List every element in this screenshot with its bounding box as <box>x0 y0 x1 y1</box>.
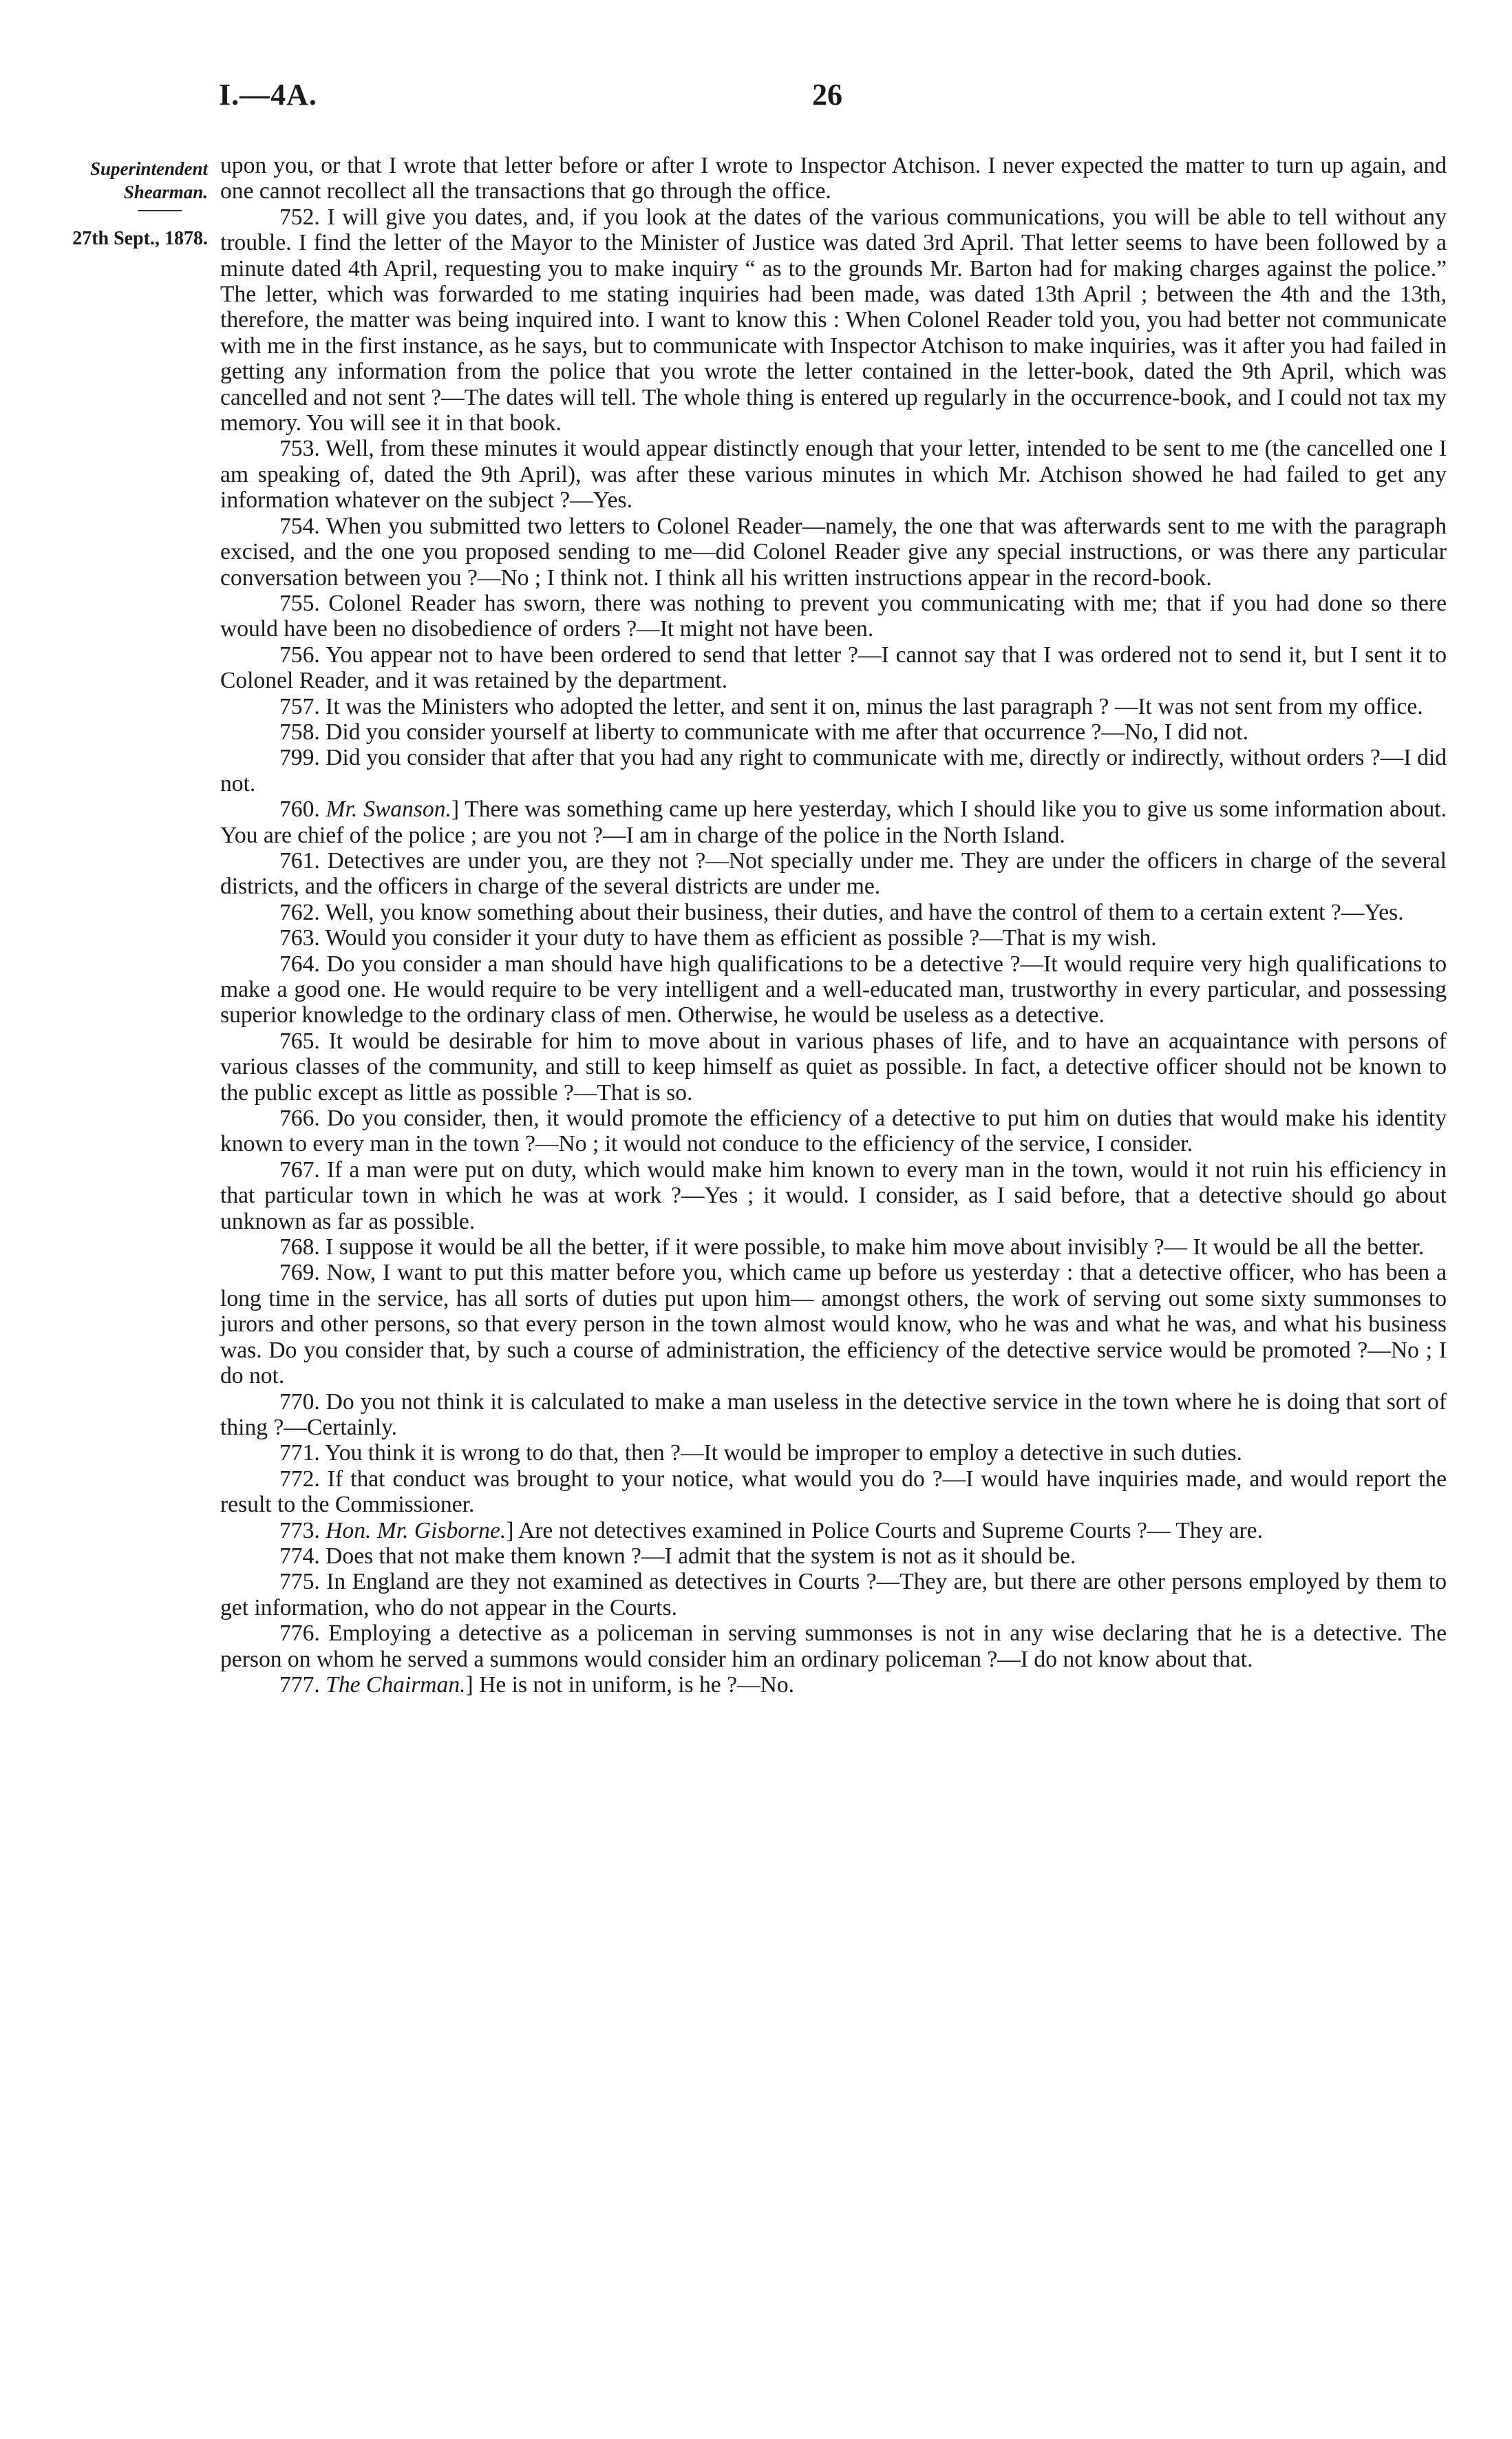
paragraph-762: 762. Well, you know something about their business, their duties, and have the control of them to a certain extent ?—Yes. <box>279 899 1404 925</box>
paragraph-continuation: upon you, or that I wrote that letter before or after I wrote to Inspector Atchison. I never expected the matter to turn up again, and one cannot recollect all the transactions that go through the office. <box>220 153 1447 204</box>
paragraph-773 <box>220 1518 1447 1543</box>
question-number: 773. <box>279 1517 326 1543</box>
paragraph-753: 753. Well, from these minutes it would appear distinctly enough that your letter, intended to be sent to me (the cancelled one I am speaking of, dated the 9th April), was after these various minutes in which Mr. Atchison showed he had failed to get any information whatever on the subject ?—Yes. <box>220 436 1447 514</box>
paragraph-777 <box>220 1672 1447 1698</box>
sidenote-date: 27th Sept., 1878. <box>72 228 208 249</box>
sidenote-witness: Superintendent Shearman. <box>89 158 208 202</box>
paragraph-767: 767. If a man were put on duty, which would make him known to every man in the town, would it not ruin his efficiency in that particular town in which he was at work ?—Yes ; it would. I consider, as I said before, that a detective should go about unknown as far as possible. <box>220 1157 1447 1234</box>
paragraph-752: 752. I will give you dates, and, if you look at the dates of the various communications, you will be able to tell without any trouble. I find the letter of the Mayor to the Minister of Justice was dated 3rd April. That letter seems to have been followed by a minute dated 4th April, requesting you to make inquiry “ as to the grounds Mr. Barton had for making charges against the police.” The letter, which was forwarded to me stating inquiries had been made, was dated 13th April ; between the 4th and the 13th, therefore, the matter was being inquired into. I want to know this : When Colonel Reader told you, you had better not communicate with me in the first instance, as he says, but to communicate with Inspector Atchison to make inquiries, was it after you had failed in getting any information from the police that you wrote the letter contained in the letter-book, dated the 9th April, which was cancelled and not sent ?—The dates will tell. The whole thing is entered up regularly in the occurrence-book, and I could not tax my memory. You will see it in that book. <box>220 204 1447 436</box>
paragraph-776: 776. Employing a detective as a policeman in serving summonses is not in any wise declaring that he is a detective. The person on whom he served a summons would consider him an ordinary policeman ?—I do not know about that. <box>220 1620 1447 1672</box>
paragraph-756: 756. You appear not to have been ordered to send that letter ?—I cannot say that I was ordered not to send it, but I sent it to Colonel Reader, and it was retained by the department. <box>220 642 1447 694</box>
paragraph-764: 764. Do you consider a man should have high qualifications to be a detective ?—It would require very high qualifications to make a good one. He would require to be very intelligent and a well-educated man, trustworthy in every particular, and possessing superior knowledge to the ordinary class of men. Otherwise, he would be useless as a detective. <box>220 951 1447 1028</box>
paragraph-763: 763. Would you consider it your duty to have them as efficient as possible ?—That is my wish. <box>279 925 1157 951</box>
paragraph-text: ] He is not in uniform, is he ?—No. <box>465 1671 795 1698</box>
sidenote-divider <box>138 210 182 211</box>
paragraph-769: 769. Now, I want to put this matter before you, which came up before us yesterday : that a detective officer, who has been a long time in the service, has all sorts of duties put upon him— amongst others, the work of serving out some sixty summonses to jurors and other persons, so that every person in the town almost would know, who he was and what he was, and what his business was. Do you consider that, by such a course of administration, the efficiency of the detective service would be promoted ?—No ; I do not. <box>220 1260 1447 1389</box>
paragraph-757: 757. It was the Ministers who adopted the letter, and sent it on, minus the last paragraph ? —It was not sent from my office. <box>279 693 1423 719</box>
paragraph-text: ] Are not detectives examined in Police Courts and Supreme Courts ?— They are. <box>506 1517 1263 1543</box>
paragraph-771: 771. You think it is wrong to do that, then ?—It would be improper to employ a detective in such duties. <box>279 1440 1242 1466</box>
paragraph-761: 761. Detectives are under you, are they not ?—Not specially under me. They are under the officers in charge of the several districts, and the officers in charge of the several districts are under me. <box>220 847 1447 900</box>
paragraph-759: 799. Did you consider that after that you had any right to communicate with me, directly or indirectly, without orders ?—I did not. <box>220 745 1447 796</box>
speaker-name: Mr. Swanson. <box>326 796 451 823</box>
paragraph-758: 758. Did you consider yourself at liberty to communicate with me after that occurrence ?—No, I did not. <box>279 719 1248 745</box>
document-reference: I.—4A. <box>219 78 317 112</box>
speaker-name: The Chairman. <box>326 1671 466 1698</box>
paragraph-775: 775. In England are they not examined as detectives in Courts ?—They are, but there are other persons employed by them to get information, who do not appear in the Courts. <box>220 1569 1447 1620</box>
body-text <box>220 153 1447 1698</box>
paragraph-770: 770. Do you not think it is calculated to make a man useless in the detective service in the town where he is doing that sort of thing ?—Certainly. <box>220 1389 1447 1440</box>
paragraph-765: 765. It would be desirable for him to move about in various phases of life, and to have an acquaintance with persons of various classes of the community, and still to keep himself as quiet as possible. In fact, a detective officer should not be known to the public except as little as possible ?—That is so. <box>220 1028 1447 1106</box>
paragraph-755: 755. Colonel Reader has sworn, there was nothing to prevent you communicating with me; that if you had done so there would have been no disobedience of orders ?—It might not have been. <box>220 590 1447 642</box>
paragraph-774: 774. Does that not make them known ?—I admit that the system is not as it should be. <box>279 1543 1076 1569</box>
speaker-name: Hon. Mr. Gisborne. <box>326 1517 507 1543</box>
paragraph-754: 754. When you submitted two letters to Colonel Reader—namely, the one that was afterwards sent to me with the paragraph excised, and the one you proposed sending to me—did Colonel Reader give any special instructions, or was there any particular conversation between you ?—No ; I think not. I think all his written instructions appear in the record-book. <box>220 513 1447 591</box>
page-number: 26 <box>812 78 842 112</box>
paragraph-768: 768. I suppose it would be all the better, if it were possible, to make him move about invisibly ?— It would be all the better. <box>279 1234 1425 1260</box>
question-number: 777. <box>279 1671 326 1698</box>
paragraph-772: 772. If that conduct was brought to your notice, what would you do ?—I would have inquiries made, and would report the result to the Commissioner. <box>220 1466 1447 1518</box>
paragraph-766: 766. Do you consider, then, it would promote the efficiency of a detective to put him on duties that would make his identity known to every man in the town ?—No ; it would not conduce to the efficiency of the service, I consider. <box>220 1106 1447 1157</box>
paragraph-text: ] There was something came up here yesterday, which I should like you to give us some information about. You are chief of the police ; are you not ?—I am in charge of the police in the North Island. <box>220 796 1447 848</box>
question-number: 760. <box>279 796 326 823</box>
paragraph-760 <box>220 796 1447 848</box>
